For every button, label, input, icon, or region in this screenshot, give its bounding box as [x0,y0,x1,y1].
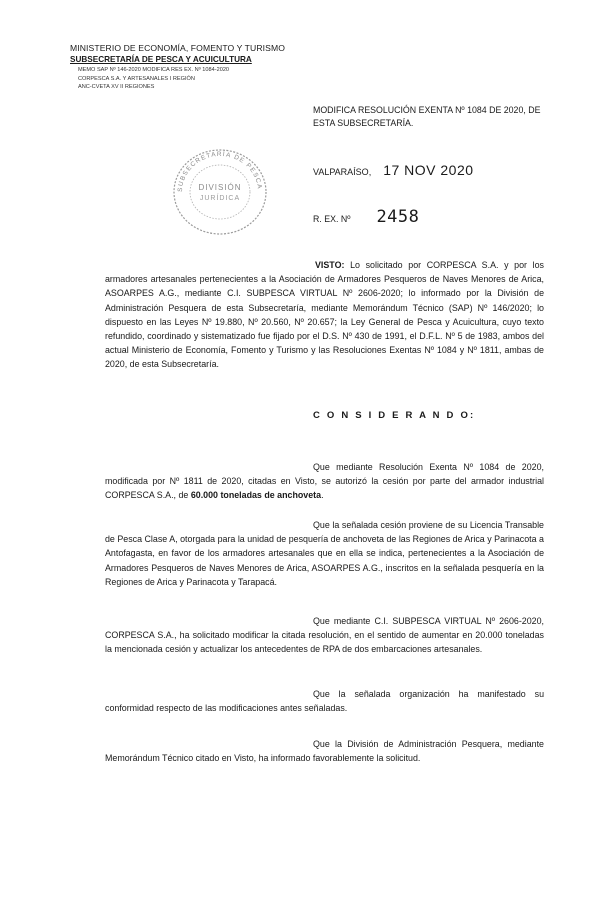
undersecretariat-name: SUBSECRETARÍA DE PESCA Y ACUICULTURA [70,55,252,64]
reference-line-3: ANC-CVETA XV II REGIONES [78,84,155,91]
visto-paragraph [105,258,544,372]
ministry-name: MINISTERIO DE ECONOMÍA, FOMENTO Y TURISMO [70,43,285,53]
seal-inner-line-1: DIVISIÓN [198,183,242,192]
reference-line-2: CORPESCA S.A. Y ARTESANALES I REGIÓN [78,75,195,82]
p1-bold-text: 60.000 toneladas de anchoveta [190,490,322,501]
p5-text: Que la División de Administración Pesquera, mediante Memorándum Técnico citado en Visto, ha informado favorablemente la solicitud. [105,739,544,764]
considerando-paragraph-1 [105,460,544,503]
visto-keyword: VISTO: [315,260,345,270]
visto-text: Lo solicitado por CORPESCA S.A. y por los armadores artesanales pertenecientes a la Asociación de Armadores Pesqueros de Naves Menores de Arica, ASOARPES A.G., mediante C.I. SUBPESCA VIRTUAL Nº 2606-2020; lo informado por la División de Administración Pesquera de esta Subsecretaría, mediante Memorándum Técnico (SAP) Nº 146/2020; lo dispuesto en las Leyes Nº 19.880, Nº 20.560, Nº 20.657; la Ley General de Pesca y Acuicultura, cuyo texto refundido, coordinado y sistematizado fue fijado por el D.S. Nº 430 de 1991, el D.F.L. Nº 5 de 1983, ambos del actual Ministerio de Economía, Fomento y Turismo y las Resoluciones Exentas Nº 1084 y Nº 1811, ambas de 2020, de esta Subsecretaría. [105,260,544,370]
place-and-date [313,162,474,178]
considerando-paragraph-5 [105,737,544,765]
seal-ring-text: SUBSECRETARÍA DE PESCA [176,150,263,193]
official-seal [168,147,272,237]
issue-date: 17 NOV 2020 [383,162,474,178]
reference-line-1: MEMO SAP Nº 146-2020 MODIFICA RES EX. Nº 1084-2020 [78,67,230,73]
resolution-subject: MODIFICA RESOLUCIÓN EXENTA Nº 1084 DE 2020, DE ESTA SUBSECRETARÍA. [313,105,541,128]
p1-text-b: . [321,490,324,501]
rex-label: R. EX. Nº [313,214,351,224]
letterhead [70,43,330,92]
seal-inner-line-2: JURÍDICA [199,195,241,202]
considerando-paragraph-4 [105,687,544,715]
considerando-paragraph-3 [105,614,544,657]
p4-text: Que la señalada organización ha manifestado su conformidad respecto de las modificaciones antes señaladas. [105,689,544,714]
place-name: VALPARAÍSO, [313,167,372,177]
considerando-heading: C O N S I D E R A N D O: [313,410,476,421]
resolution-number [313,207,419,227]
p2-text: Que la señalada cesión proviene de su Licencia Transable de Pesca Clase A, otorgada para la unidad de pesquería de anchoveta de las Regiones de Arica y Parinacota a Antofagasta, en favor de los armadores artesanales que en ella se indica, pertenecientes a la Asociación de Armadores Pesqueros de Naves Menores de Arica, ASOARPES A.G., inscritos en la señalada pesquería en la Regiones de Arica y Parinacota y Tarapacá. [105,520,544,587]
p1-text-a: Que mediante Resolución Exenta Nº 1084 de 2020, modificada por Nº 1811 de 2020, citadas en Visto, se autorizó la cesión por parte del armador industrial CORPESCA S.A., de [105,462,544,501]
rex-number: 2458 [376,207,420,227]
considerando-paragraph-2 [105,518,544,589]
p3-text: Que mediante C.I. SUBPESCA VIRTUAL Nº 2606-2020, CORPESCA S.A., ha solicitado modificar la citada resolución, en el sentido de aumentar en 20.000 toneladas la mencionada cesión y actualizar los antecedentes de RPA de dos embarcaciones artesanales. [105,616,544,655]
